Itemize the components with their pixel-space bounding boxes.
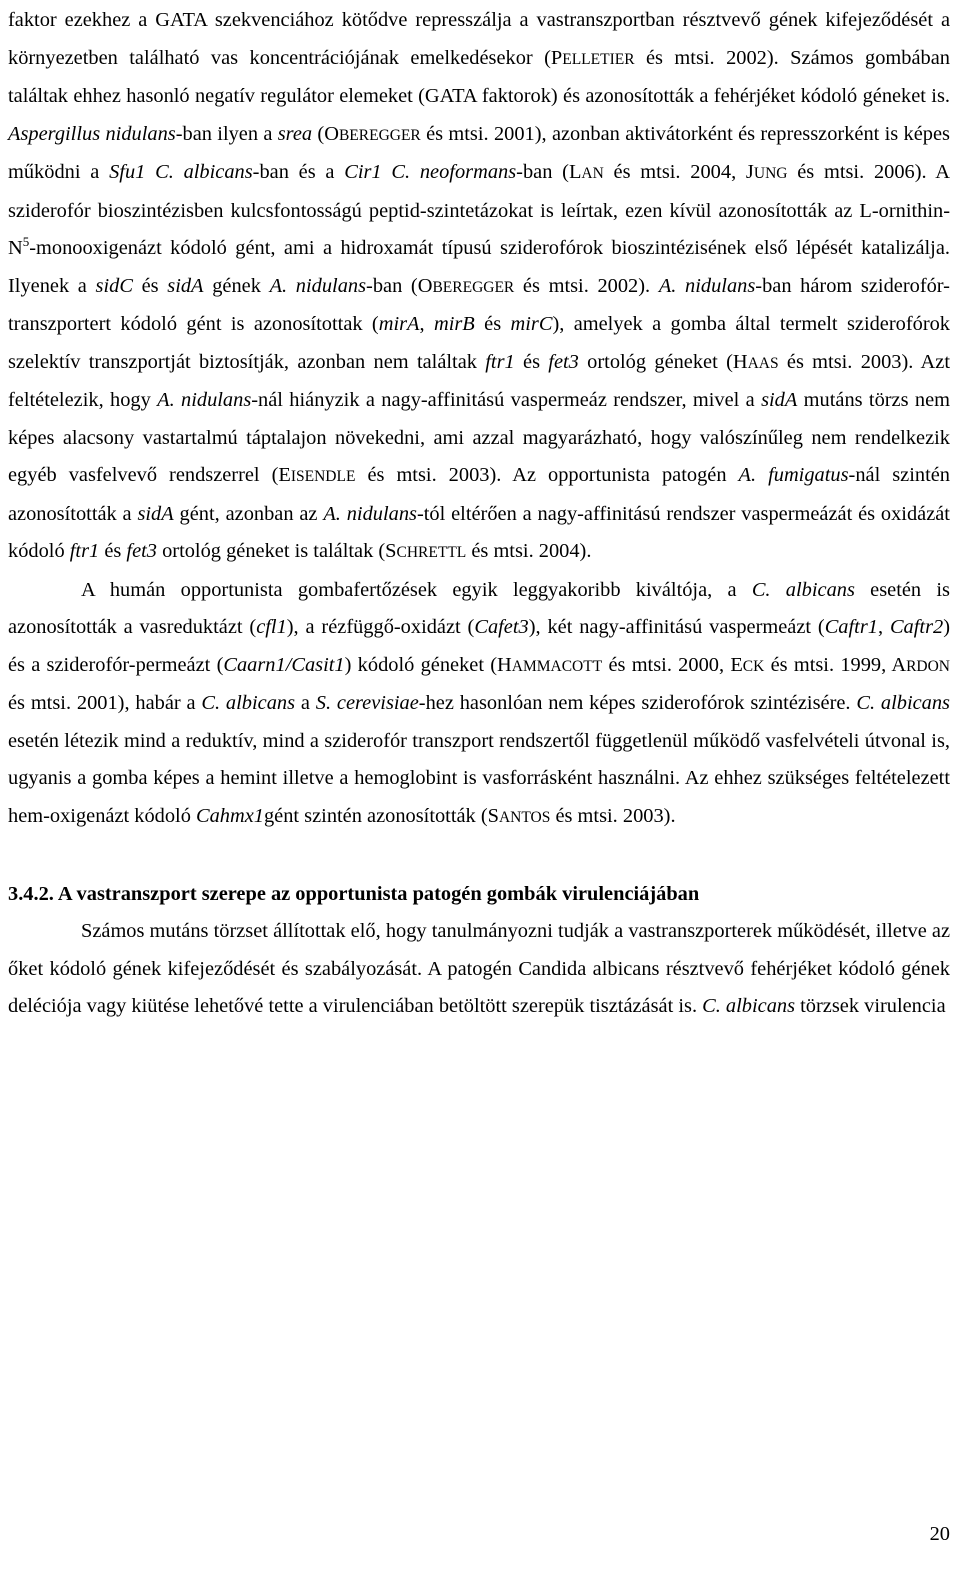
text-run: -hez hasonlóan nem képes sziderofórok szintézisére.: [418, 692, 857, 714]
text-run: törzsek virulencia: [795, 995, 946, 1017]
italic-term: mirA: [378, 313, 420, 335]
italic-term: ftr1: [485, 350, 515, 373]
author-name-smallcaps: AMMACOTT: [511, 657, 603, 675]
text-run: a: [295, 692, 316, 714]
text-run: -ban (L: [516, 161, 582, 183]
text-run: és mtsi. 2000, E: [602, 653, 743, 676]
page-number: 20: [929, 1523, 950, 1545]
text-run: és mtsi. 2006). A sziderofór bioszintézisben kulcsfontosságú peptid-szintetázokat is leírtak, ezen kívül azonosították az L-ornithin-N: [8, 161, 950, 259]
text-run: és mtsi. 2002). Számos gombában találtak ehhez hasonló negatív regulátor elemeket (GATA faktorok) és azonosították a fehérjéket kódoló géneket is.: [8, 46, 950, 107]
text-run: (O: [312, 122, 339, 145]
italic-term: sidA: [761, 389, 798, 411]
text-run: ), két nagy-affinitású vaspermeázt (: [528, 616, 825, 638]
text-run: ) és a sziderofór-permeázt (: [8, 616, 950, 676]
text-run: és mtsi. 2003).: [550, 804, 676, 827]
italic-term: A. nidulans: [658, 274, 756, 297]
text-run: és mtsi. 2003). Az opportunista patogén: [355, 464, 739, 486]
italic-term: srea: [277, 122, 313, 145]
italic-term: S. cerevisiae: [315, 692, 419, 714]
italic-term: Aspergillus nidulans: [8, 122, 176, 145]
text-run: ) kódoló géneket (H: [344, 653, 512, 676]
text-run: és: [514, 350, 549, 373]
author-name-smallcaps: BEREGGER: [432, 278, 515, 296]
text-run: -monooxigenázt kódoló gént, ami a hidroxamát típusú sziderofórok bioszintézisének első lépését katalizálja. Ilyenek a: [8, 237, 950, 297]
italic-term: C. neoformans: [391, 161, 517, 183]
text-run: és mtsi. 1999, A: [764, 653, 907, 676]
italic-term: mirB: [433, 313, 475, 335]
author-name-smallcaps: ELLETIER: [562, 50, 635, 68]
italic-term: C. albicans: [856, 692, 950, 714]
text-run: esetén létezik mind a reduktív, mind a sziderofór transzport rendszertől függetlenül működő vasfelvételi útvonal is, ugyanis a gomba képes a hemint illetve a hemoglobint is vasforrásként használni. Az ehhez szükséges feltételezett hem-oxigenázt kódoló: [8, 729, 950, 827]
italic-term: C. albicans: [155, 161, 253, 183]
text-run: és mtsi. 2004).: [466, 540, 592, 562]
italic-term: sidC: [95, 274, 133, 297]
italic-term: Cir1: [344, 161, 382, 183]
text-run: gént, azonban az: [173, 502, 324, 525]
text-run: ortológ géneket is találtak (S: [156, 540, 397, 562]
superscript: 5: [22, 234, 30, 249]
text-run: ), amelyek a gomba által termelt sziderofórok szelektív transzportját biztosítják, azonban nem találtak: [8, 313, 951, 373]
paragraph-1: [8, 0, 950, 572]
text-run: és mtsi. 2001), azonban aktivátorként és represszorként is képes működni a: [8, 122, 950, 183]
text-run: ,: [877, 616, 890, 638]
text-run: [382, 161, 392, 183]
italic-term: sidA: [137, 502, 174, 525]
author-name-smallcaps: ANTOS: [498, 808, 551, 826]
text-run: A humán opportunista gombafertőzések egyik leggyakoribb kiváltója, a: [81, 578, 752, 601]
italic-term: fet3: [126, 540, 157, 562]
text-run: -ban és a: [252, 161, 345, 183]
text-run: -nál szintén azonosították a: [8, 464, 950, 525]
italic-term: Caarn1/Casit1: [223, 653, 345, 676]
italic-term: cfl1: [256, 616, 287, 638]
text-run: -ban ilyen a: [175, 122, 278, 145]
text-run: -tól eltérően a nagy-affinitású rendszer vaspermeázát és oxidázát kódoló: [8, 502, 950, 562]
text-run: gének: [203, 274, 270, 297]
italic-term: A. nidulans: [157, 389, 252, 411]
author-name-smallcaps: BEREGGER: [338, 126, 421, 144]
text-run: és: [99, 540, 127, 562]
italic-term: Sfu1: [109, 161, 146, 183]
author-name-smallcaps: CHRETTL: [396, 544, 467, 561]
text-run: és mtsi. 2004, J: [603, 161, 754, 183]
author-name-smallcaps: RDON: [906, 657, 950, 675]
italic-term: mirC: [510, 313, 553, 335]
text-run: Számos mutáns törzset állítottak elő, hogy tanulmányozni tudják a vastranszporterek működését, illetve az őket kódoló gének kifejeződését és szabályozását. A patogén Candida albicans résztvevő fehérjéket kódoló gének deléciója vagy kiütése lehetővé tette a virulenciában betöltött szerepük tisztázását is.: [8, 920, 950, 1017]
text-run: faktor ezekhez a GATA szekvenciához kötődve represszálja a vastranszportban résztvevő gének kifejeződését a környezetben található vas koncentrációjának emelkedésekor (P: [8, 9, 950, 69]
italic-term: C. albicans: [702, 995, 796, 1017]
text-run: mutáns törzs nem képes alacsony vastartalmú táptalajon növekedni, ami azzal magyarázható, hogy valószínűleg nem rendelkezik egyéb vasfelvevő rendszerrel (E: [8, 389, 950, 486]
italic-term: fet3: [548, 350, 579, 373]
text-run: és: [132, 274, 168, 297]
italic-term: C. albicans: [751, 578, 855, 601]
text-run: -ban (O: [366, 274, 433, 297]
italic-term: Cahmx1: [196, 804, 264, 827]
italic-term: Caftr2: [889, 616, 944, 638]
italic-term: Caftr1: [824, 616, 878, 638]
text-run: gént szintén azonosították (S: [263, 804, 499, 827]
italic-term: C. albicans: [201, 692, 296, 714]
text-run: -ban három sziderofór-transzportert kódoló gént is azonosítottak (: [8, 274, 950, 335]
text-run: és: [474, 313, 511, 335]
paragraph-2: [8, 572, 950, 837]
author-name-smallcaps: ISENDLE: [290, 468, 356, 485]
text-run: és mtsi. 2002).: [514, 274, 659, 297]
author-name-smallcaps: AAS: [747, 354, 779, 372]
text-run: -nál hiányzik a nagy-affinitású vaspermeáz rendszer, mivel a: [251, 389, 762, 411]
section-heading: 3.4.2. A vastranszport szerepe az opportunista patogén gombák virulenciájában: [8, 883, 700, 905]
italic-term: sidA: [167, 274, 204, 297]
paragraph-3: [8, 913, 950, 1026]
text-run: [145, 161, 155, 183]
text-run: ortológ géneket (H: [578, 350, 748, 373]
italic-term: A. nidulans: [269, 274, 367, 297]
italic-term: A. nidulans: [323, 502, 417, 525]
author-name-smallcaps: CK: [742, 657, 765, 675]
italic-term: ftr1: [69, 540, 100, 562]
text-run: és mtsi. 2003). Azt feltételezik, hogy: [8, 350, 950, 411]
author-name-smallcaps: AN: [581, 165, 604, 182]
italic-term: Cafet3: [474, 616, 529, 638]
author-name-smallcaps: UNG: [753, 165, 788, 182]
text-run: ), a rézfüggő-oxidázt (: [286, 616, 475, 638]
text-run: ,: [419, 313, 434, 335]
text-run: és mtsi. 2001), habár a: [8, 692, 202, 714]
italic-term: A. fumigatus: [738, 464, 849, 486]
text-run: esetén is azonosították a vasreduktázt (: [8, 578, 950, 638]
